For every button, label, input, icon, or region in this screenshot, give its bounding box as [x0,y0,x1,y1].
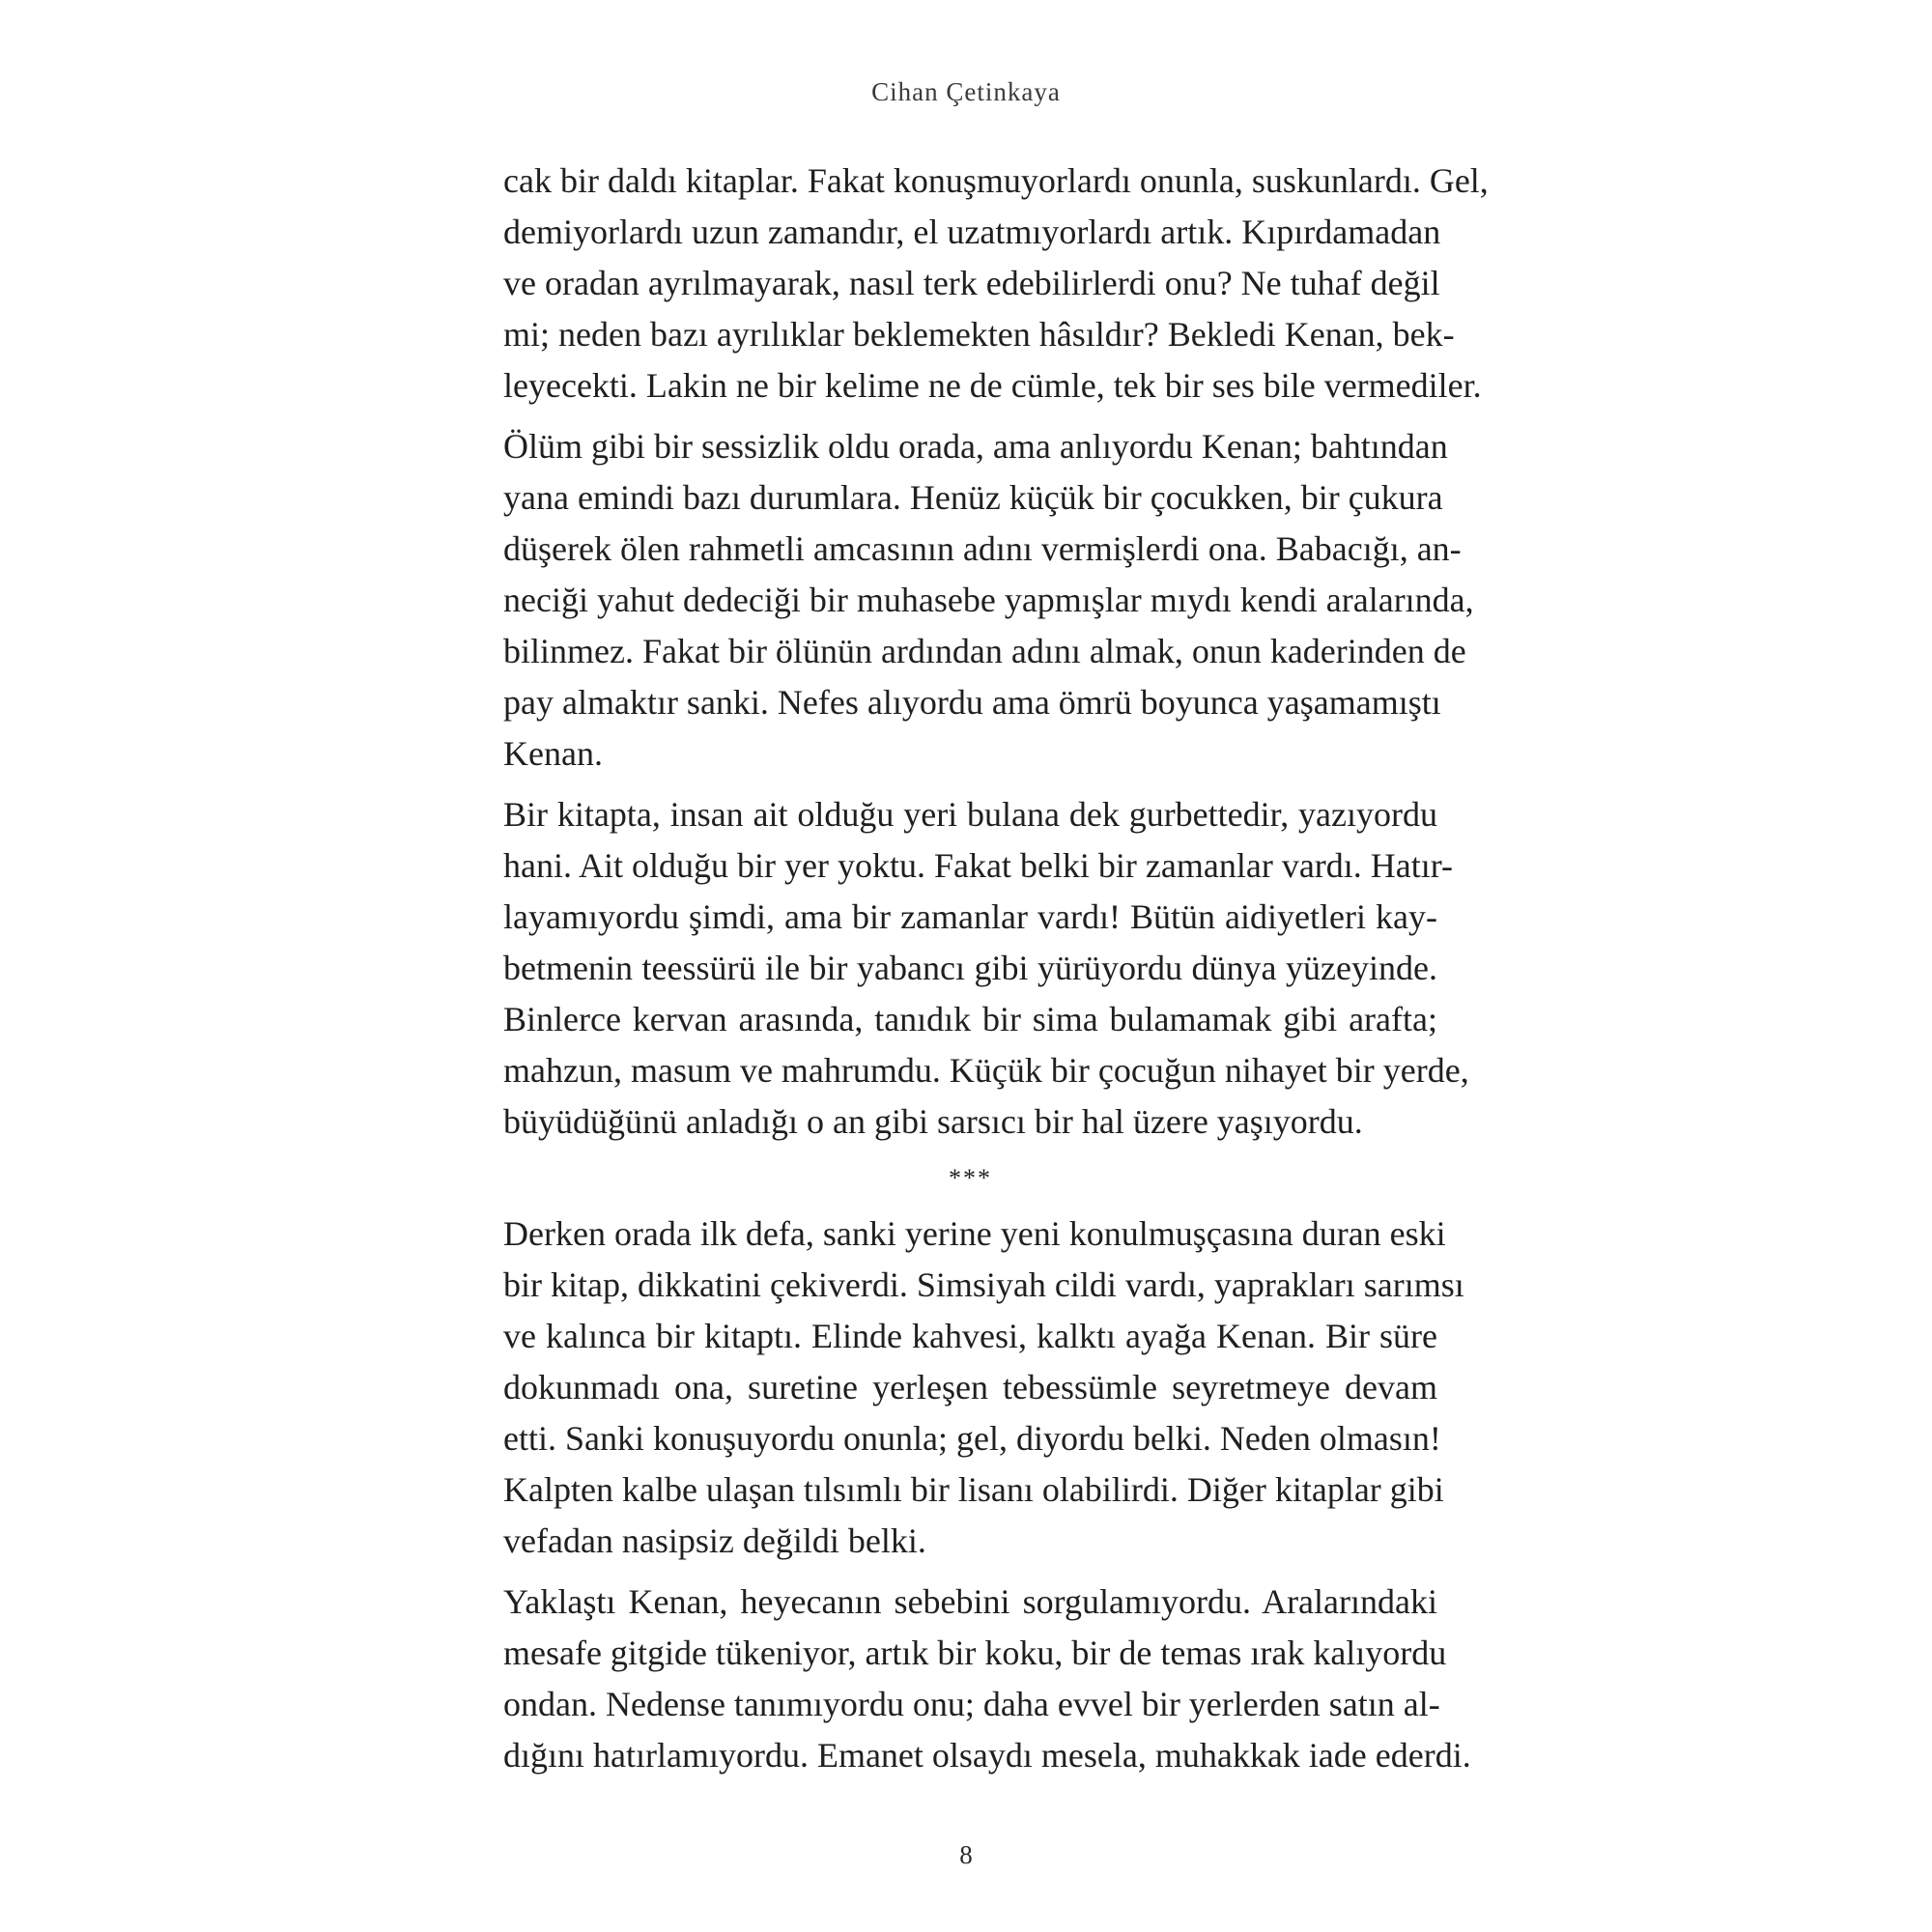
text-line: Kalpten kalbe ulaşan tılsımlı bir lisanı olabilirdi. Diğer kitaplar gibi [503,1470,1444,1509]
text-line: düşerek ölen rahmetli amcasının adını vermişlerdi ona. Babacığı, an- [503,529,1462,568]
paragraph [503,156,1489,412]
paragraph [503,789,1469,1148]
text-line: neciği yahut dedeciği bir muhasebe yapmışlar mıydı kendi aralarında, [503,581,1474,619]
body-text [503,156,1489,1781]
text-line: mahzun, masum ve mahrumdu. Küçük bir çocuğun nihayet bir yerde, [503,1051,1469,1090]
text-line: Derken orada ilk defa, sanki yerine yeni konulmuşçasına duran eski [503,1214,1446,1253]
text-line: demiyorlardı uzun zamandır, el uzatmıyorlardı artık. Kıpırdamadan [503,213,1441,251]
text-line: vefadan nasipsiz değildi belki. [503,1521,926,1560]
text-line: cak bir daldı kitaplar. Fakat konuşmuyorlardı onunla, suskunlardı. Gel, [503,161,1489,200]
text-line: Kenan. [503,734,603,773]
text-line: ve oradan ayrılmayarak, nasıl terk edebilirlerdi onu? Ne tuhaf değil [503,264,1440,302]
section-break-asterisks: *** [949,1164,992,1192]
text-line: leyecekti. Lakin ne bir kelime ne de cümle, tek bir ses bile vermediler. [503,366,1482,405]
text-line: Bir kitapta, insan ait olduğu yeri bulana dek gurbettedir, yazıyordu [503,795,1437,834]
paragraph [503,421,1474,780]
text-line: Binlerce kervan arasında, tanıdık bir sima bulamamak gibi arafta; [503,1000,1437,1038]
paragraph [503,1208,1464,1567]
page-number: 8 [959,1840,973,1869]
text-line: layamıyordu şimdi, ama bir zamanlar vardı! Bütün aidiyetleri kay- [503,897,1437,936]
text-line: mesafe gitgide tükeniyor, artık bir koku, bir de temas ırak kalıyordu [503,1634,1447,1672]
text-line: bilinmez. Fakat bir ölünün ardından adını almak, onun kaderinden de [503,632,1466,670]
paragraph-gap [503,1567,1437,1577]
text-line: ondan. Nedense tanımıyordu onu; daha evvel bir yerlerden satın al- [503,1685,1440,1723]
text-line: pay almaktır sanki. Nefes alıyordu ama ömrü boyunca yaşamamıştı [503,683,1441,722]
text-line: dığını hatırlamıyordu. Emanet olsaydı mesela, muhakkak iade ederdi. [503,1736,1471,1775]
running-header-author: Cihan Çetinkaya [871,77,1061,106]
text-line: büyüdüğünü anladığı o an gibi sarsıcı bir hal üzere yaşıyordu. [503,1102,1363,1141]
paragraph-gap [503,412,1437,421]
text-line: Ölüm gibi bir sessizlik oldu orada, ama anlıyordu Kenan; bahtından [503,427,1448,466]
text-line: dokunmadı ona, suretine yerleşen tebessümle seyretmeye devam [503,1368,1437,1406]
text-line: hani. Ait olduğu bir yer yoktu. Fakat belki bir zamanlar vardı. Hatır- [503,846,1454,885]
text-line: bir kitap, dikkatini çekiverdi. Simsiyah cildi vardı, yaprakları sarımsı [503,1265,1464,1304]
text-line: mi; neden bazı ayrılıklar beklemekten hâsıldır? Bekledi Kenan, bek- [503,315,1455,354]
paragraph-gap [503,780,1437,789]
text-line: yana emindi bazı durumlara. Henüz küçük bir çocukken, bir çukura [503,478,1443,517]
text-line: ve kalınca bir kitaptı. Elinde kahvesi, kalktı ayağa Kenan. Bir süre [503,1317,1437,1355]
text-line: Yaklaştı Kenan, heyecanın sebebini sorgulamıyordu. Aralarındaki [503,1582,1437,1621]
paragraph [503,1577,1471,1781]
text-line: betmenin teessürü ile bir yabancı gibi yürüyordu dünya yüzeyinde. [503,949,1437,987]
text-line: etti. Sanki konuşuyordu onunla; gel, diyordu belki. Neden olmasın! [503,1419,1441,1458]
